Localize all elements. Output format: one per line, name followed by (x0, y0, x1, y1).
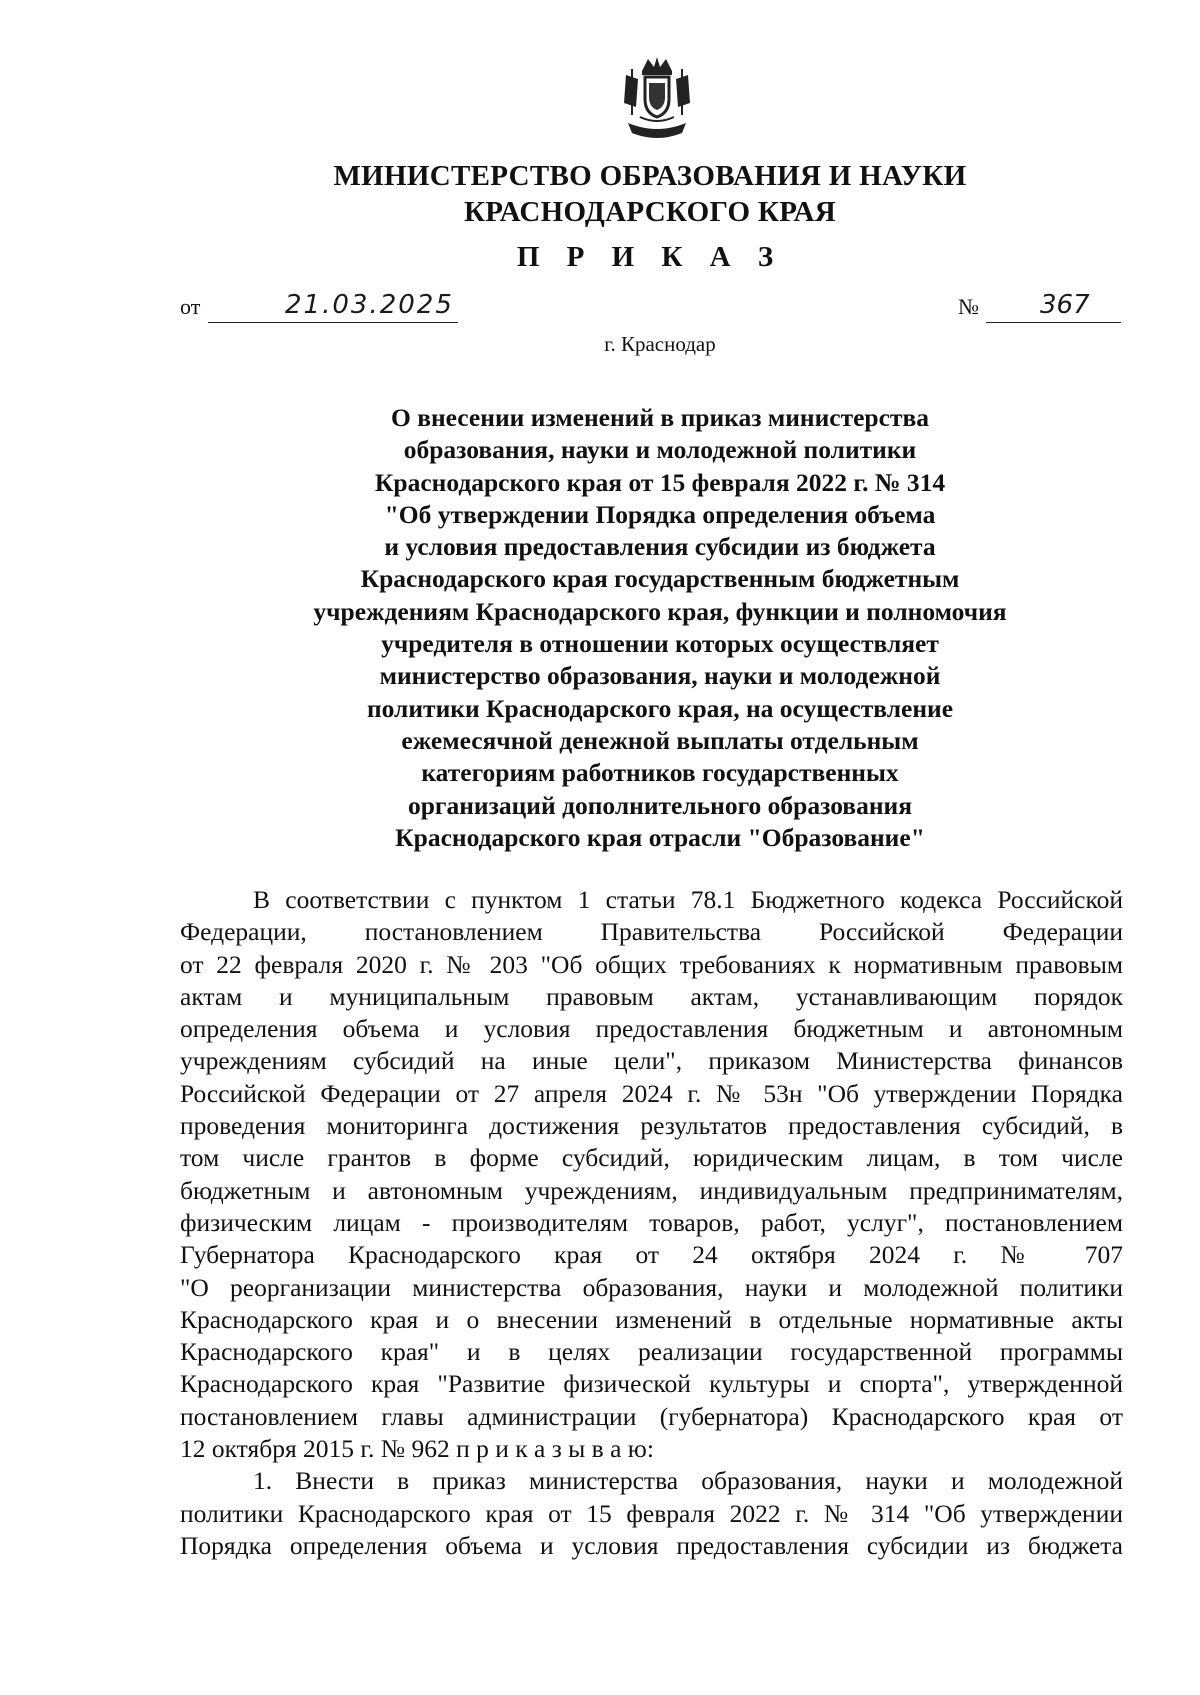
title-line: учреждениям Краснодарского края, функции и полномочия (313, 596, 1007, 626)
date-value: 21.03.2025 (285, 290, 454, 320)
body-line: В соответствии с пунктом 1 статьи 78.1 Бюджетного кодекса Российской (253, 885, 1123, 914)
ministry-line-1: МИНИСТЕРСТВО ОБРАЗОВАНИЯ И НАУКИ (333, 160, 967, 192)
body-line: Краснодарского края "Развитие физической культуры и спорта", утвержденной (180, 1369, 1123, 1399)
title-line: ежемесячной денежной выплаты отдельным (401, 725, 919, 755)
order-command: п р и к а з ы в а ю: (456, 1434, 654, 1464)
title-line: учредителя в отношении которых осуществляет (381, 629, 939, 659)
body-last-prefix: 12 октября 2015 г. № 962 (180, 1434, 457, 1464)
number-label: № (958, 294, 979, 319)
ministry-name (200, 158, 1100, 230)
title-line: политики Краснодарского края, на осуществление (366, 693, 954, 723)
title-line: "Об утверждении Порядка определения объема (384, 499, 936, 529)
body-line: от 22 февраля 2020 г. № 203 "Об общих требованиях к нормативным правовым (180, 949, 1123, 979)
body-line: бюджетным и автономным учреждениям, индивидуальным предпринимателям, (180, 1175, 1123, 1205)
document-body (180, 884, 1123, 1562)
title-line: организаций дополнительного образования (407, 790, 913, 820)
document-type: П Р И К А З (516, 241, 784, 273)
body-line: проведения мониторинга достижения результатов предоставления субсидий, в (180, 1111, 1123, 1141)
body-line: Федерации, постановлением Правительства Российской Федерации (180, 917, 1123, 947)
title-line: О внесении изменений в приказ министерства (391, 403, 929, 432)
body-line: "О реорганизации министерства образования, науки и молодежной политики (180, 1272, 1123, 1302)
title-line: и условия предоставления субсидии из бюджета (384, 532, 936, 562)
coat-of-arms-icon (618, 55, 696, 147)
body-line: том числе грантов в форме субсидий, юридическим лицам, в том числе (180, 1143, 1123, 1173)
document-title (230, 402, 1090, 854)
item-1-line: Порядка определения объема и условия предоставления субсидии из бюджета (180, 1530, 1123, 1560)
body-line: Краснодарского края" и в целях реализации государственной программы (180, 1337, 1123, 1367)
title-line: Краснодарского края от 15 февраля 2022 г. № 314 (374, 467, 946, 497)
city: г. Краснодар (604, 332, 716, 356)
body-line: физическим лицам - производителям товаров, работ, услуг", постановлением (180, 1207, 1123, 1237)
title-line: категориям работников государственных (421, 758, 899, 788)
title-line: Краснодарского края государственным бюджетным (360, 564, 960, 594)
body-line-last (180, 1433, 1123, 1465)
body-line: Краснодарского края и о внесении изменений в отдельные нормативные акты (180, 1304, 1123, 1334)
ministry-line-2: КРАСНОДАРСКОГО КРАЯ (463, 196, 837, 228)
body-line: актам и муниципальным правовым актам, устанавливающим порядок (180, 981, 1123, 1011)
date-label: от (180, 294, 201, 319)
body-line: постановлением главы администрации (губернатора) Краснодарского края от (180, 1401, 1123, 1431)
title-line: министерство образования, науки и молодежной (379, 661, 941, 691)
item-1-line: 1. Внести в приказ министерства образования, науки и молодежной (253, 1466, 1123, 1496)
title-line: Краснодарского края отрасли "Образование" (395, 822, 925, 852)
body-line: Губернатора Краснодарского края от 24 октября 2024 г. № 707 (180, 1240, 1123, 1270)
number-value: 367 (1040, 290, 1090, 320)
title-line: образования, науки и молодежной политики (403, 435, 917, 465)
item-1-line: политики Краснодарского края от 15 февраля 2022 г. № 314 "Об утверждении (180, 1498, 1123, 1528)
body-line: Российской Федерации от 27 апреля 2024 г. № 53н "Об утверждении Порядка (180, 1078, 1123, 1108)
body-line: учреждениям субсидий на иные цели", приказом Министерства финансов (180, 1046, 1123, 1076)
body-line: определения объема и условия предоставления бюджетным и автономным (180, 1014, 1123, 1044)
